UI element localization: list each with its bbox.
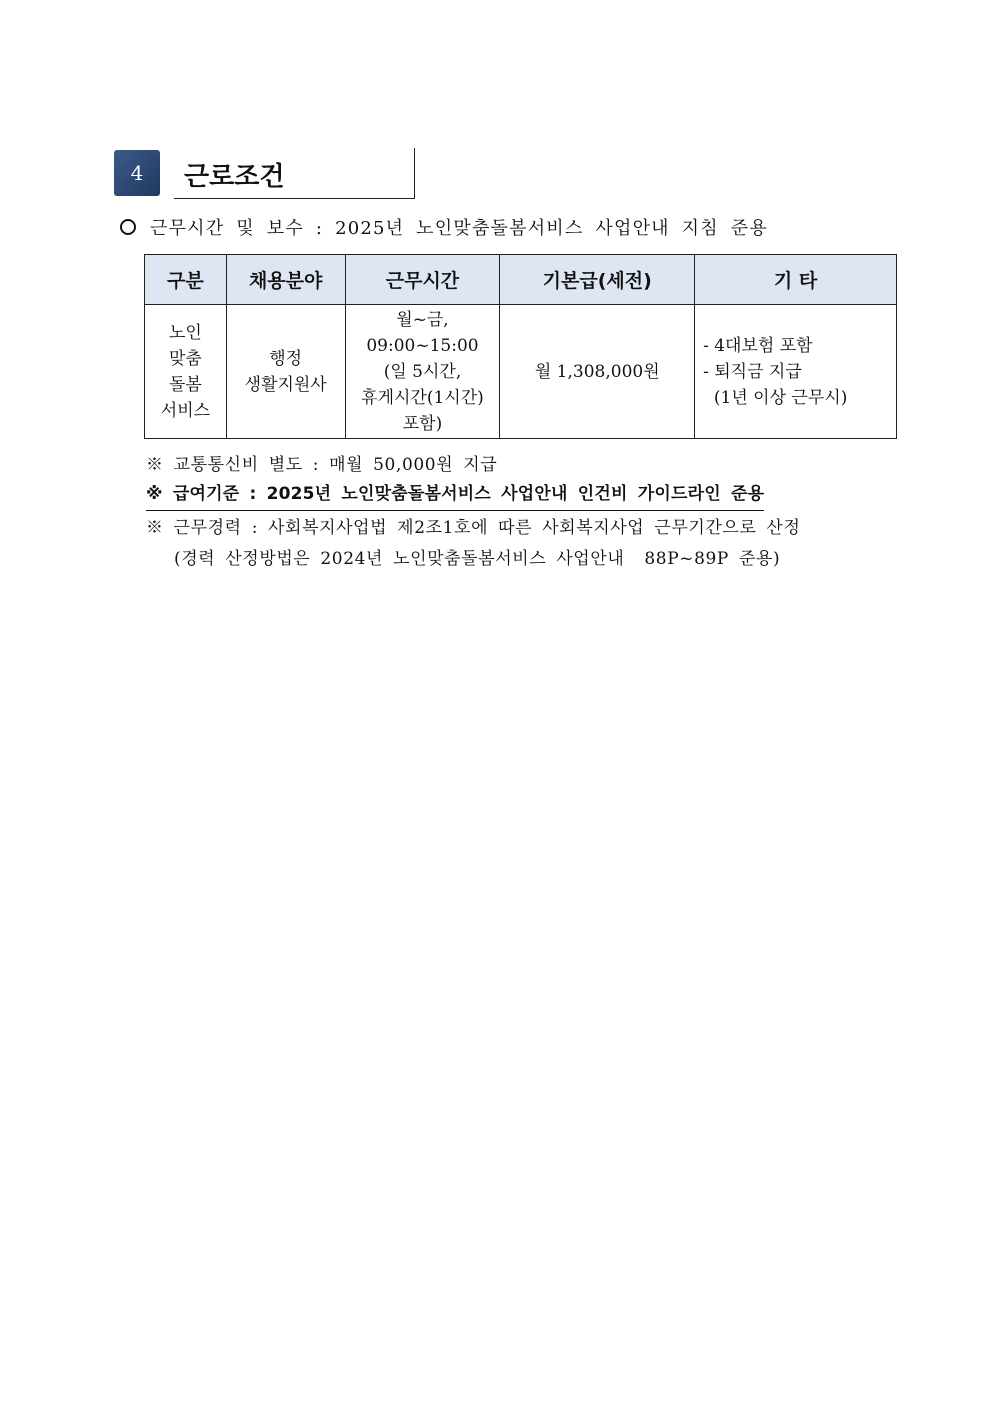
- cell-hours-line: 09:00~15:00: [366, 335, 479, 356]
- header-salary: 기본급(세전): [500, 255, 695, 305]
- note-career: ※ 근무경력 : 사회복지사업법 제2조1호에 따른 사회복지사업 근무기간으로 산정: [146, 518, 801, 538]
- note-career-detail: (경력 산정방법은 2024년 노인맞춤돌봄서비스 사업안내 88P~89P 준용): [174, 549, 781, 569]
- cell-etc: [695, 305, 897, 439]
- cell-field-line: 생활지원사: [244, 374, 327, 395]
- section-number-badge: 4: [114, 150, 160, 196]
- section-title-box: [174, 148, 415, 199]
- cell-field-line: 행정: [269, 348, 303, 369]
- cell-hours-line: 휴게시간(1시간): [361, 387, 484, 408]
- cell-etc-line: (1년 이상 근무시): [703, 387, 848, 408]
- header-hours: 근무시간: [345, 255, 500, 305]
- header-category: 구분: [145, 255, 227, 305]
- note-transport: ※ 교통통신비 별도 : 매월 50,000원 지급: [146, 455, 498, 475]
- cell-category-line: 노인: [168, 322, 202, 343]
- bullet-text: 근무시간 및 보수 : 2025년 노인맞춤돌봄서비스 사업안내 지침 준용: [150, 218, 768, 239]
- cell-etc-line: - 퇴직금 지급: [703, 361, 802, 382]
- bullet-line: [120, 214, 768, 240]
- section-header: [114, 148, 416, 200]
- table-row: [145, 305, 897, 439]
- cell-hours-line: 월~금,: [396, 309, 449, 330]
- header-field: 채용분야: [226, 255, 345, 305]
- cell-category: [145, 305, 227, 439]
- hollow-circle-bullet-icon: [120, 219, 136, 235]
- table-header-row: [145, 255, 897, 305]
- cell-hours-line: 포함): [402, 413, 443, 434]
- working-conditions-table: [144, 254, 897, 439]
- section-title: 근로조건: [184, 162, 285, 192]
- cell-field: [226, 305, 345, 439]
- cell-category-line: 돌봄: [168, 374, 202, 395]
- cell-category-line: 서비스: [160, 400, 211, 421]
- cell-hours: [345, 305, 500, 439]
- header-etc: 기 타: [695, 255, 897, 305]
- cell-etc-line: - 4대보험 포함: [703, 335, 813, 356]
- cell-salary: 월 1,308,000원: [500, 305, 695, 439]
- note-salary-standard: ※ 급여기준 : 2025년 노인맞춤돌봄서비스 사업안내 인건비 가이드라인 준용: [146, 481, 764, 511]
- cell-hours-line: (일 5시간,: [383, 361, 462, 382]
- notes: [146, 450, 906, 575]
- cell-category-line: 맞춤: [168, 348, 202, 369]
